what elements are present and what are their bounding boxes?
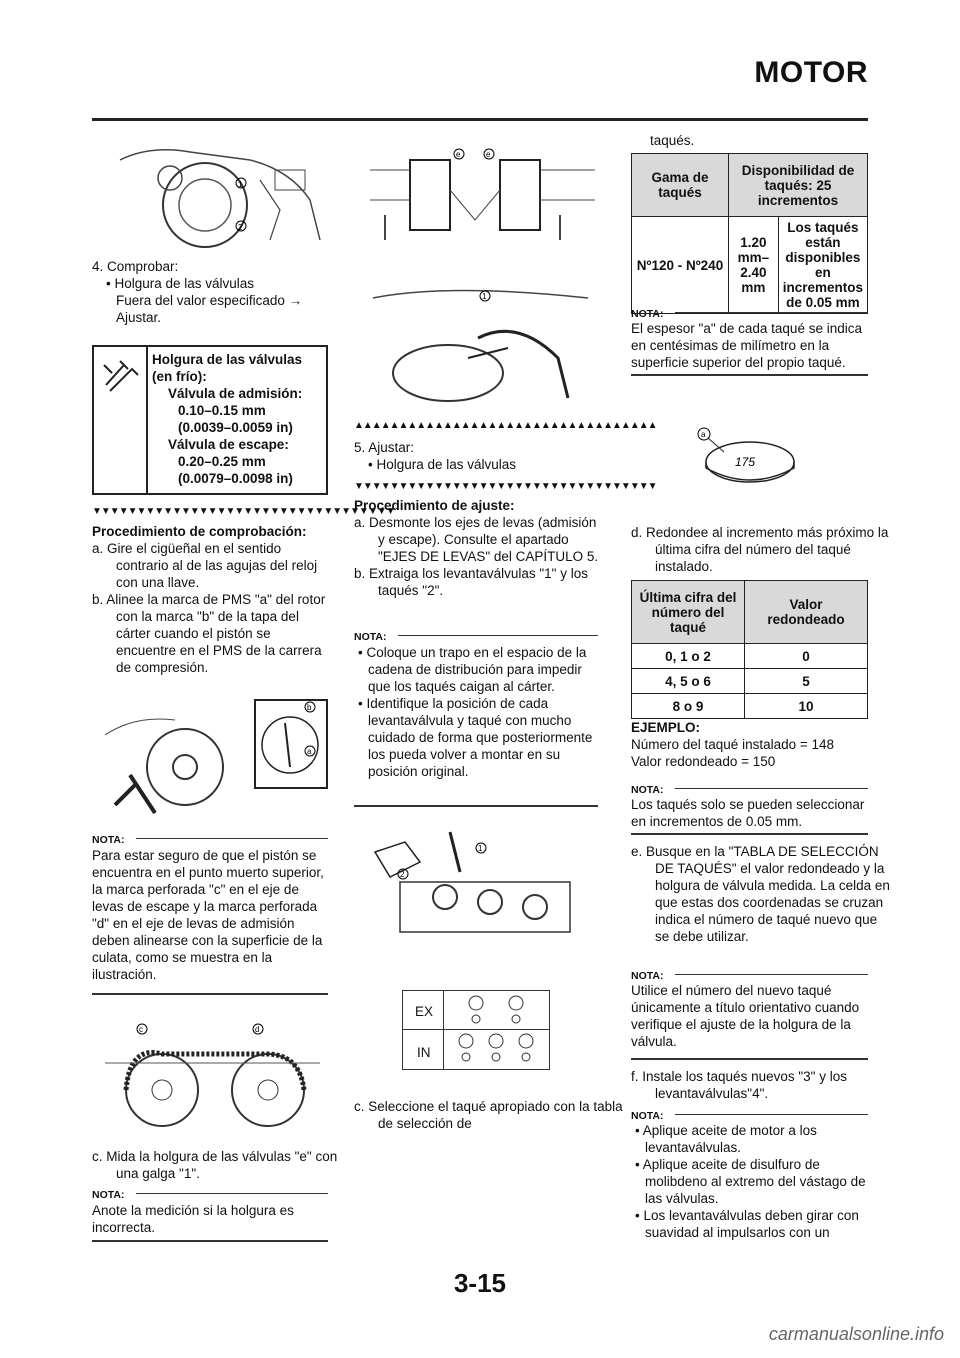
nota-label-3: NOTA: xyxy=(354,631,387,643)
procedure-start-arrows-2: ▼▼▼▼▼▼▼▼▼▼▼▼▼▼▼▼▼▼▼▼▼▼▼▼▼▼▼▼▼▼▼▼▼▼ xyxy=(354,481,657,492)
camshaft-figure xyxy=(100,1015,325,1140)
rotor-figure xyxy=(95,695,330,815)
spec-intake: Válvula de admisión: xyxy=(168,386,303,401)
page-number: 3-15 xyxy=(453,1268,507,1298)
spec-exhaust-mm: 0.20–0.25 mm xyxy=(178,454,266,469)
table-row xyxy=(632,694,868,719)
rounding-table xyxy=(631,580,868,719)
step-a-2: a. Desmonte los ejes de levas (admisión y escape). Consulte el apartado "EJES DE LEVAS" del CAPÍTULO 5. xyxy=(354,515,599,564)
procedure-title-2: Procedimiento de ajuste: xyxy=(354,498,515,513)
table1-header-1: Gama de taqués xyxy=(632,154,729,217)
step-d: d. Redondee al incremento más próximo la última cifra del número del taqué instalado. xyxy=(631,525,889,574)
table2-cell: 5 xyxy=(745,669,868,694)
continued-text: taqués. xyxy=(650,133,695,148)
spec-box xyxy=(92,345,328,495)
header-rule xyxy=(92,118,868,121)
nota-label-2: NOTA: xyxy=(92,1189,125,1201)
svg-text:b: b xyxy=(307,703,312,712)
in-label: IN xyxy=(417,1045,431,1060)
nota-molybdenum: • Aplique aceite de disulfuro de molibdeno al extremo del vástago de las válvulas. xyxy=(635,1157,866,1206)
svg-text:1: 1 xyxy=(478,844,483,853)
example-rounded: Valor redondeado = 150 xyxy=(631,754,776,769)
example-installed: Número del taqué instalado = 148 xyxy=(631,737,835,752)
svg-text:a: a xyxy=(307,747,312,756)
nota-label-5: NOTA: xyxy=(631,784,664,796)
nota-label-4: NOTA: xyxy=(631,308,664,320)
bullet-valve-clearance-2: • Holgura de las válvulas xyxy=(368,457,517,472)
shim-range-table xyxy=(631,153,868,314)
shim-number: 175 xyxy=(735,455,756,469)
table2-cell: 0 xyxy=(745,644,868,669)
svg-text:e: e xyxy=(486,150,491,159)
table2-cell: 4, 5 o 6 xyxy=(632,669,745,694)
nota-bullet-2: • Identifique la posición de cada levantaválvula y taqué con mucho cuidado de forma que posteriormente los pueda volver a montar en su posición original. xyxy=(358,696,593,779)
step-e: e. Busque en la "TABLA DE SELECCIÓN DE TAQUÉS" el valor redondeado y la holgura de válvula medida. La celda en que estas dos coordenadas se cruzan indica el número de taqué nuevo que se debe utilizar. xyxy=(631,844,890,944)
nota-2-text: Anote la medición si la holgura es incorrecta. xyxy=(92,1203,294,1235)
table2-cell: 10 xyxy=(745,694,868,719)
table2-cell: 8 o 9 xyxy=(632,694,745,719)
engine-figure-1 xyxy=(110,140,330,250)
table-row xyxy=(632,669,868,694)
step-a: a. Gire el cigüeñal en el sentido contrario al de las agujas del reloj con una llave. xyxy=(92,541,318,590)
lifter-figure xyxy=(360,822,598,952)
adjust-text: Ajustar. xyxy=(116,310,162,325)
out-of-spec-text: Fuera del valor especificado → xyxy=(116,293,303,308)
nota-label-7: NOTA: xyxy=(631,1110,664,1122)
spec-intake-in: (0.0039–0.0059 in) xyxy=(178,420,293,435)
spec-exhaust-in: (0.0079–0.0098 in) xyxy=(178,471,293,486)
table2-header-1: Última cifra del número del taqué xyxy=(632,581,745,644)
svg-text:1: 1 xyxy=(238,180,243,189)
valve-figure xyxy=(365,140,597,260)
step-c: c. Mida la holgura de las válvulas "e" con una galga "1". xyxy=(92,1149,338,1181)
spec-intake-mm: 0.10–0.15 mm xyxy=(178,403,266,418)
svg-text:e: e xyxy=(456,150,461,159)
wrench-icon xyxy=(102,355,140,395)
step-b-2: b. Extraiga los levantaválvulas "1" y los taqués "2". xyxy=(354,566,588,598)
nota-reference: Utilice el número del nuevo taqué únicamente a título orientativo cuando verifique el ajuste de la holgura de la válvula. xyxy=(631,983,860,1049)
table1-header-2: Disponibilidad de taqués: 25 incrementos xyxy=(729,154,868,217)
nota-lifters-turn: • Los levantaválvulas deben girar con suavidad al impulsarlos con un xyxy=(635,1208,859,1240)
page-title: MOTOR xyxy=(754,56,868,89)
step-b: b. Alinee la marca de PMS "a" del rotor con la marca "b" de la tapa del cárter cuando el pistón se encuentre en el PMS de la carrera de compresión. xyxy=(92,592,326,675)
svg-text:d: d xyxy=(255,1025,260,1034)
nota-label-6: NOTA: xyxy=(631,970,664,982)
ex-label: EX xyxy=(415,1004,434,1019)
step-4: 4. Comprobar: xyxy=(92,259,179,274)
spec-exhaust: Válvula de escape: xyxy=(168,437,289,452)
shim-label: a xyxy=(701,430,706,439)
svg-text:c: c xyxy=(139,1025,143,1034)
table1-range: Nº120 - Nº240 xyxy=(632,217,729,314)
nota-shim-thickness: El espesor "a" de cada taqué se indica en centésimas de milímetro en la superficie superior del propio taqué. xyxy=(631,321,862,370)
table-row xyxy=(632,644,868,669)
procedure-end-arrows: ▲▲▲▲▲▲▲▲▲▲▲▲▲▲▲▲▲▲▲▲▲▲▲▲▲▲▲▲▲▲▲▲▲▲ xyxy=(354,420,657,431)
spec-title: Holgura de las válvulas (en frío): xyxy=(152,352,303,384)
table2-cell: 0, 1 o 2 xyxy=(632,644,745,669)
shim-figure xyxy=(690,420,800,488)
table2-header-2: Valor redondeado xyxy=(745,581,868,644)
nota-increments: Los taqués solo se pueden seleccionar en incrementos de 0.05 mm. xyxy=(631,797,865,829)
feeler-gauge-figure xyxy=(368,278,596,406)
procedure-start-arrows: ▼▼▼▼▼▼▼▼▼▼▼▼▼▼▼▼▼▼▼▼▼▼▼▼▼▼▼▼▼▼▼▼▼▼ xyxy=(92,506,395,517)
nota-label-1: NOTA: xyxy=(92,834,125,846)
table1-mm: 1.20 mm– 2.40 mm xyxy=(729,217,779,314)
svg-text:2: 2 xyxy=(238,223,243,232)
ex-in-diagram xyxy=(402,990,550,1070)
watermark: carmanualsonline.info xyxy=(768,1324,944,1344)
example-title: EJEMPLO: xyxy=(631,720,701,735)
nota-bullet-1: • Coloque un trapo en el espacio de la cadena de distribución para impedir que los taqués caigan al cárter. xyxy=(358,645,587,694)
valve-positions xyxy=(444,991,549,1069)
step-5: 5. Ajustar: xyxy=(354,440,415,455)
step-f: f. Instale los taqués nuevos "3" y los levantaválvulas"4". xyxy=(631,1069,847,1101)
bullet-valve-clearance: • Holgura de las válvulas xyxy=(106,276,255,291)
svg-text:1: 1 xyxy=(482,292,487,301)
table1-availability: Los taqués están disponibles en incrementos de 0.05 mm xyxy=(778,217,867,314)
nota-1-text: Para estar seguro de que el pistón se encuentra en el punto muerto superior, la marca perforada "c" en el eje de levas de escape y la marca perforada "d" en el eje de levas de admisión deben alinearse con la superficie de la culata, como se muestra en la ilustración. xyxy=(92,848,324,982)
nota-oil-lifters: • Aplique aceite de motor a los levantaválvulas. xyxy=(635,1123,817,1155)
svg-text:2: 2 xyxy=(400,870,405,879)
procedure-title: Procedimiento de comprobación: xyxy=(92,524,307,539)
step-c-2: c. Seleccione el taqué apropiado con la tabla de selección de xyxy=(354,1099,623,1131)
